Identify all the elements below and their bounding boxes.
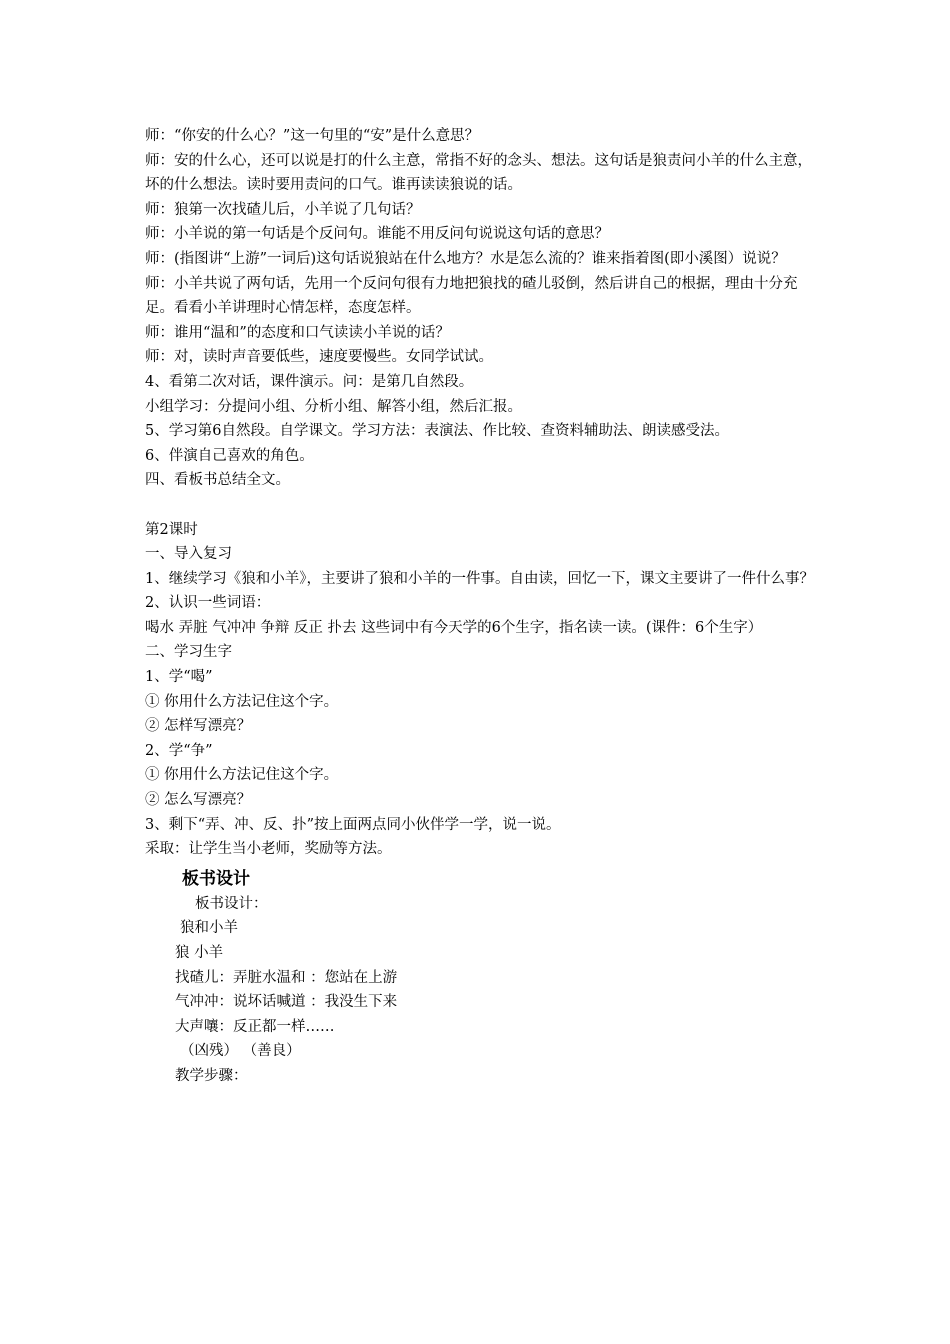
paragraph: 2、学“争”: [145, 742, 213, 759]
paragraph: 师：谁用“温和”的态度和口气读读小羊说的话？: [145, 324, 450, 341]
paragraph: 师：“你安的什么心？”这一句里的“安”是什么意思？: [145, 128, 480, 144]
paragraph: 师：小羊共说了两句话，先用一个反问句很有力地把狼找的碴儿驳倒，然后讲自己的根据，理由十分充足。看看小羊讲理时心情怎样，态度怎样。: [145, 275, 798, 317]
board-design-section: [145, 866, 815, 1089]
board-teaching-steps: 教学步骤：: [175, 1067, 248, 1084]
paragraph: ② 怎么写漂亮？: [145, 792, 252, 809]
paragraph: 师：(指图讲“上游”一词后)这句话说狼站在什么地方？水是怎么流的？谁来指着图(即小溪图）说说？: [145, 250, 786, 267]
board-row: 气冲冲：说坏话喊道 ：我没生下来: [175, 994, 398, 1011]
second-period-section: [145, 518, 815, 862]
paragraph: 5、学习第6自然段。自学课文。学习方法：表演法、作比较、查资料辅助法、朗读感受法。: [145, 423, 729, 440]
paragraph: 师：对，读时声音要低些，速度要慢些。女同学试试。: [145, 349, 493, 366]
paragraph: ① 你用什么方法记住这个字。: [145, 767, 339, 784]
lesson-body: [145, 124, 815, 493]
paragraph: 6、伴演自己喜欢的角色。: [145, 447, 314, 464]
paragraph: 二、学习生字: [145, 644, 232, 661]
blank-line: [145, 493, 815, 518]
board-roles: 狼 小羊: [175, 945, 224, 961]
paragraph: 1、学“喝”: [145, 669, 213, 686]
paragraph: 小组学习：分提问小组、分析小组、解答小组，然后汇报。: [145, 398, 522, 415]
paragraph: 3、剩下“弄、冲、反、扑”按上面两点同小伙伴学一学，说一说。: [145, 816, 561, 833]
board-traits: （凶残） （善良）: [180, 1043, 301, 1060]
paragraph: 4、看第二次对话，课件演示。问：是第几自然段。: [145, 373, 474, 390]
board-row: 大声嚷：反正都一样……: [175, 1018, 335, 1035]
board-design-heading: 板书设计: [182, 868, 250, 889]
paragraph: 2、认识一些词语：: [145, 595, 271, 612]
paragraph: 一、导入复习: [145, 546, 232, 563]
paragraph: 师：狼第一次找碴儿后，小羊说了几句话？: [145, 201, 421, 218]
paragraph: 四、看板书总结全文。: [145, 472, 290, 489]
board-design-subheading: 板书设计：: [195, 895, 268, 912]
document-page: [145, 124, 815, 1089]
paragraph: ① 你用什么方法记住这个字。: [145, 693, 339, 710]
board-row: 找碴儿：弄脏水温和 ：您站在上游: [175, 969, 398, 986]
paragraph: 喝水 弄脏 气冲冲 争辩 反正 扑去 这些词中有今天学的6个生字，指名读一读。(课件：6个生字）: [145, 619, 763, 636]
paragraph: 采取：让学生当小老师，奖励等方法。: [145, 841, 392, 858]
paragraph: ② 怎样写漂亮？: [145, 718, 252, 735]
paragraph: 第2课时: [145, 521, 198, 538]
paragraph: 师：安的什么心，还可以说是打的什么主意，常指不好的念头、想法。这句话是狼责问小羊的什么主意，坏的什么想法。读时要用责问的口气。谁再读读狼说的话。: [145, 152, 812, 194]
board-lesson-title: 狼和小羊: [180, 920, 238, 937]
paragraph: 师：小羊说的第一句话是个反问句。谁能不用反问句说说这句话的意思？: [145, 226, 609, 243]
paragraph: 1、继续学习《狼和小羊》，主要讲了狼和小羊的一件事。自由读，回忆一下，课文主要讲了一件什么事？: [145, 570, 814, 587]
